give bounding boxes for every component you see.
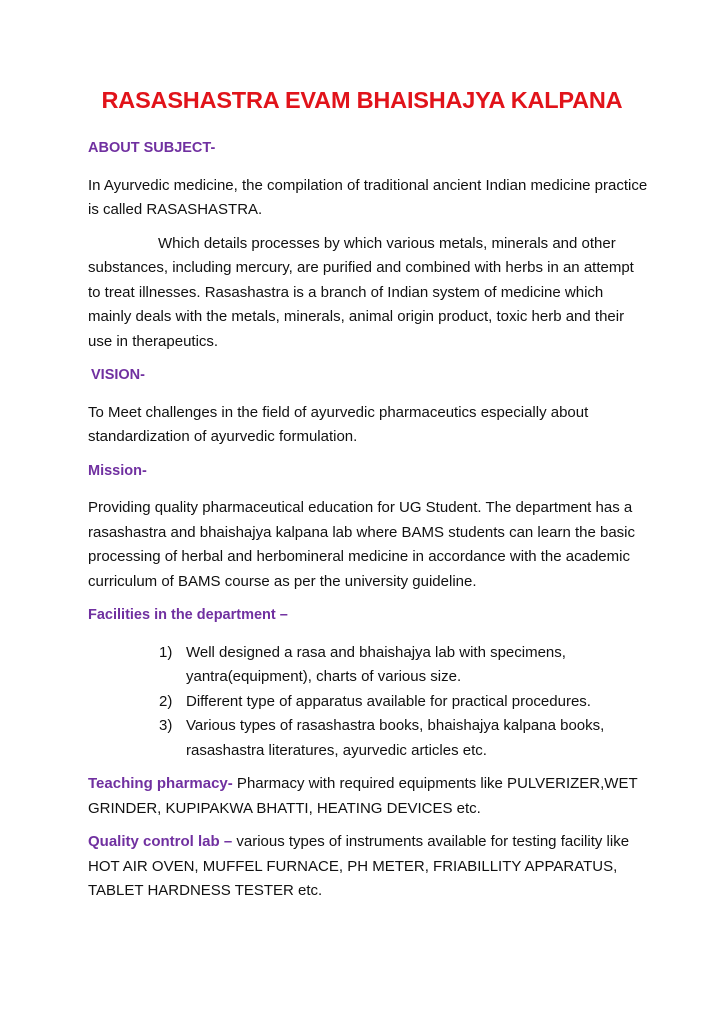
mission-heading: Mission- — [88, 462, 147, 479]
teaching-pharmacy-label: Teaching pharmacy- — [88, 775, 233, 792]
list-item-text: Various types of rasashastra books, bhaishajya kalpana books, rasashastra literatures, ayurvedic articles etc. — [186, 717, 605, 759]
document-body — [88, 136, 648, 904]
facilities-list-item — [159, 714, 648, 763]
facilities-list-item — [159, 641, 648, 690]
list-item-number: 3) — [159, 717, 173, 734]
list-item-text: Well designed a rasa and bhaishajya lab with specimens, yantra(equipment), charts of various size. — [186, 643, 566, 685]
facilities-list — [88, 641, 648, 764]
teaching-pharmacy-paragraph — [88, 772, 648, 821]
vision-paragraph: To Meet challenges in the field of ayurvedic pharmaceutics especially about standardization of ayurvedic formulation. — [88, 403, 589, 445]
document-title: RASASHASTRA EVAM BHAISHAJYA KALPANA — [101, 87, 623, 113]
list-item-text: Different type of apparatus available for practical procedures. — [186, 692, 591, 710]
quality-control-label: Quality control lab – — [88, 833, 233, 850]
about-paragraph-1: In Ayurvedic medicine, the compilation of traditional ancient Indian medicine practice is called RASASHASTRA. — [88, 176, 648, 218]
quality-control-text: various types of instruments available for testing facility like HOT AIR OVEN, MUFFEL FURNACE, PH METER, FRIABILLITY APPARATUS, TABLET HARDNESS TESTER etc. — [88, 833, 630, 899]
teaching-pharmacy-text: Pharmacy with required equipments like PULVERIZER,WET GRINDER, KUPIPAKWA BHATTI, HEATING DEVICES etc. — [88, 775, 638, 817]
mission-paragraph: Providing quality pharmaceutical education for UG Student. The department has a rasashastra and bhaishajya kalpana lab where BAMS students can learn the basic processing of herbal and herbomineral medicine in accordance with the academic curriculum of BAMS course as per the university guideline. — [88, 499, 635, 590]
about-subject-heading: ABOUT SUBJECT- — [88, 140, 216, 156]
facilities-list-item — [159, 690, 648, 715]
facilities-heading: Facilities in the department – — [88, 607, 288, 623]
list-item-number: 2) — [159, 692, 173, 710]
list-item-number: 1) — [159, 643, 173, 661]
vision-heading: VISION- — [91, 367, 145, 383]
about-paragraph-2: Which details processes by which various metals, minerals and other substances, including mercury, are purified and combined with herbs in an attempt to treat illnesses. Rasashastra is a branch of Indian system of medicine which mainly deals with the metals, minerals, animal origin product, toxic herb and their use in therapeutics. — [88, 234, 634, 350]
quality-control-paragraph — [88, 830, 648, 904]
